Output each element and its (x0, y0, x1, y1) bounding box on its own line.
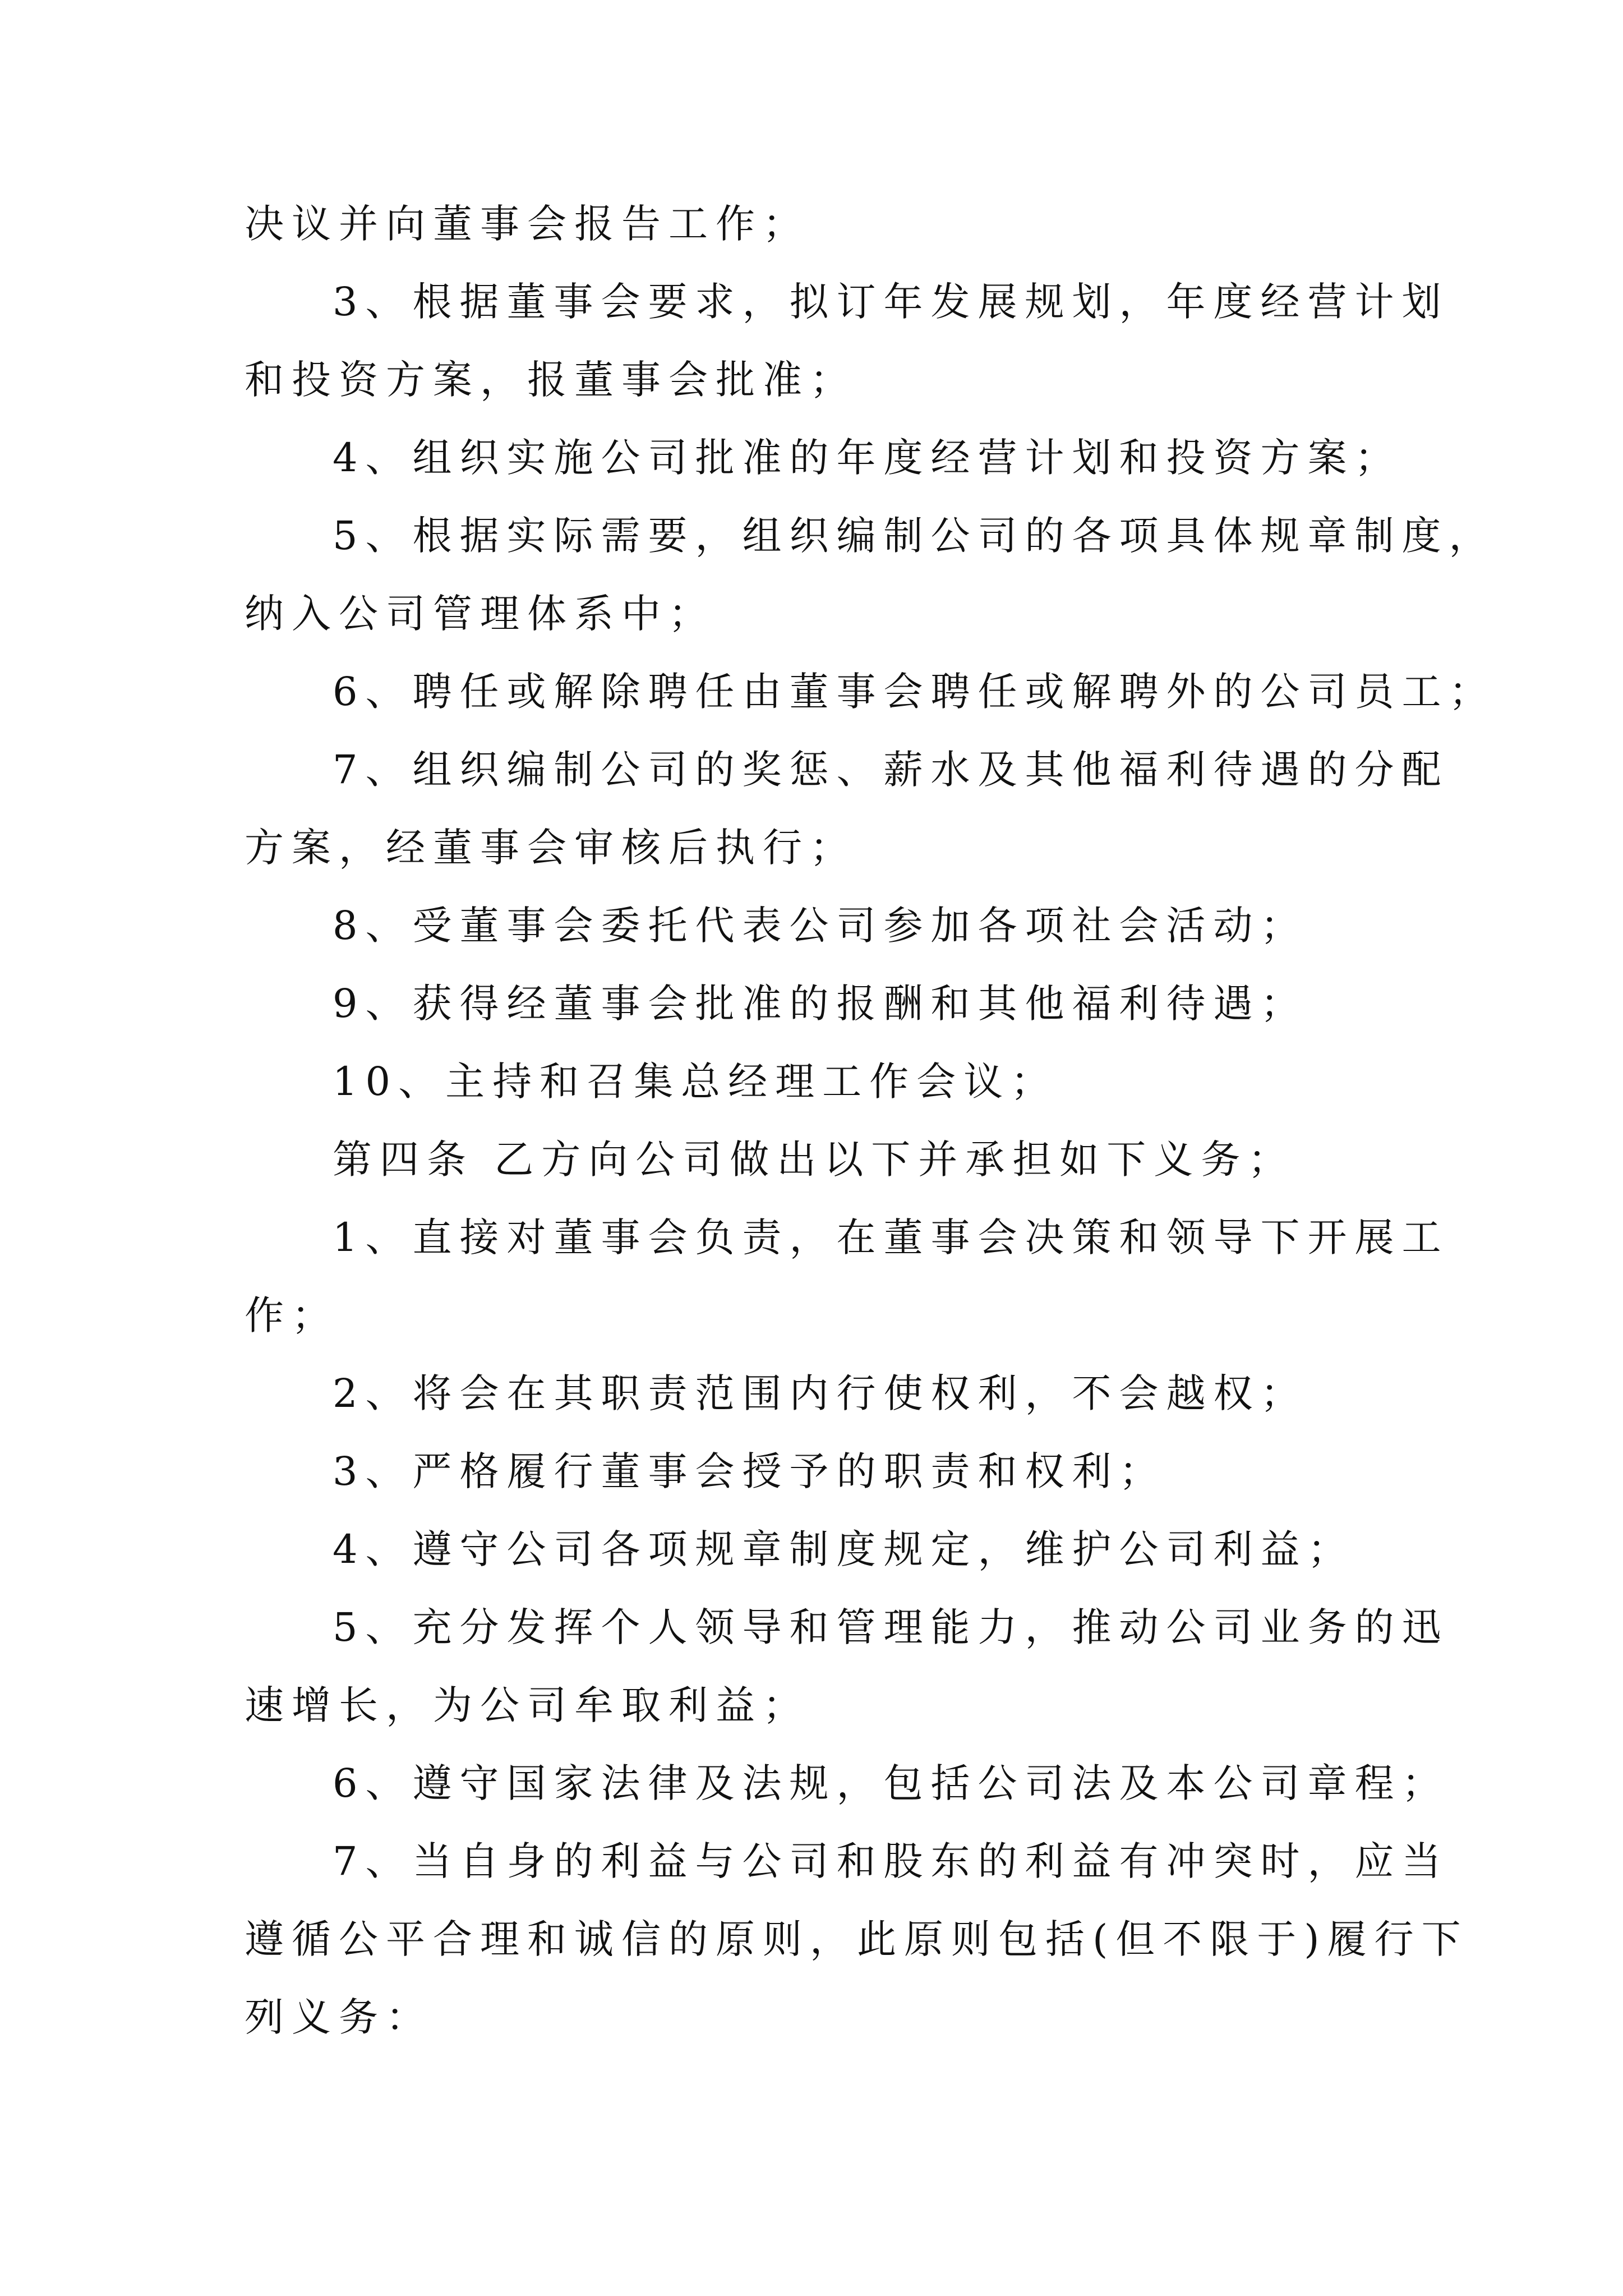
text-line: 速增长，为公司牟取利益； (245, 1682, 810, 1728)
text-line: 作； (245, 1292, 339, 1338)
text-line: 遵循公平合理和诚信的原则，此原则包括(但不限于)履行下 (245, 1916, 1469, 1962)
text-line: 列义务： (245, 1994, 433, 2040)
text-line: 5、根据实际需要，组织编制公司的各项具体规章制度， (333, 513, 1496, 559)
text-line: 9、获得经董事会批准的报酬和其他福利待遇； (333, 981, 1308, 1027)
text-line: 3、严格履行董事会授予的职责和权利； (333, 1448, 1166, 1494)
text-line: 6、聘任或解除聘任由董事会聘任或解聘外的公司员工； (333, 669, 1496, 715)
text-line: 8、受董事会委托代表公司参加各项社会活动； (333, 903, 1308, 949)
text-line: 2、将会在其职责范围内行使权利，不会越权； (333, 1370, 1308, 1416)
text-line: 方案，经董事会审核后执行； (245, 825, 857, 871)
text-line: 3、根据董事会要求，拟订年发展规划，年度经营计划 (333, 279, 1449, 325)
text-line: 纳入公司管理体系中； (245, 591, 716, 637)
text-line: 7、组织编制公司的奖惩、薪水及其他福利待遇的分配 (333, 747, 1449, 793)
text-line: 4、组织实施公司批准的年度经营计划和投资方案； (333, 435, 1402, 481)
text-line: 7、当自身的利益与公司和股东的利益有冲突时，应当 (333, 1838, 1449, 1884)
text-line: 1、直接对董事会负责，在董事会决策和领导下开展工 (333, 1214, 1449, 1260)
text-line: 10、主持和召集总经理工作会议； (333, 1059, 1058, 1105)
document-body (245, 185, 1496, 2056)
text-line: 决议并向董事会报告工作； (245, 201, 810, 247)
text-line: 4、遵守公司各项规章制度规定，维护公司利益； (333, 1526, 1355, 1572)
section-heading: 第四条 乙方向公司做出以下并承担如下义务； (333, 1137, 1295, 1182)
text-line: 6、遵守国家法律及法规，包括公司法及本公司章程； (333, 1760, 1449, 1806)
text-line: 和投资方案，报董事会批准； (245, 357, 857, 403)
text-line: 5、充分发挥个人领导和管理能力，推动公司业务的迅 (333, 1604, 1449, 1650)
